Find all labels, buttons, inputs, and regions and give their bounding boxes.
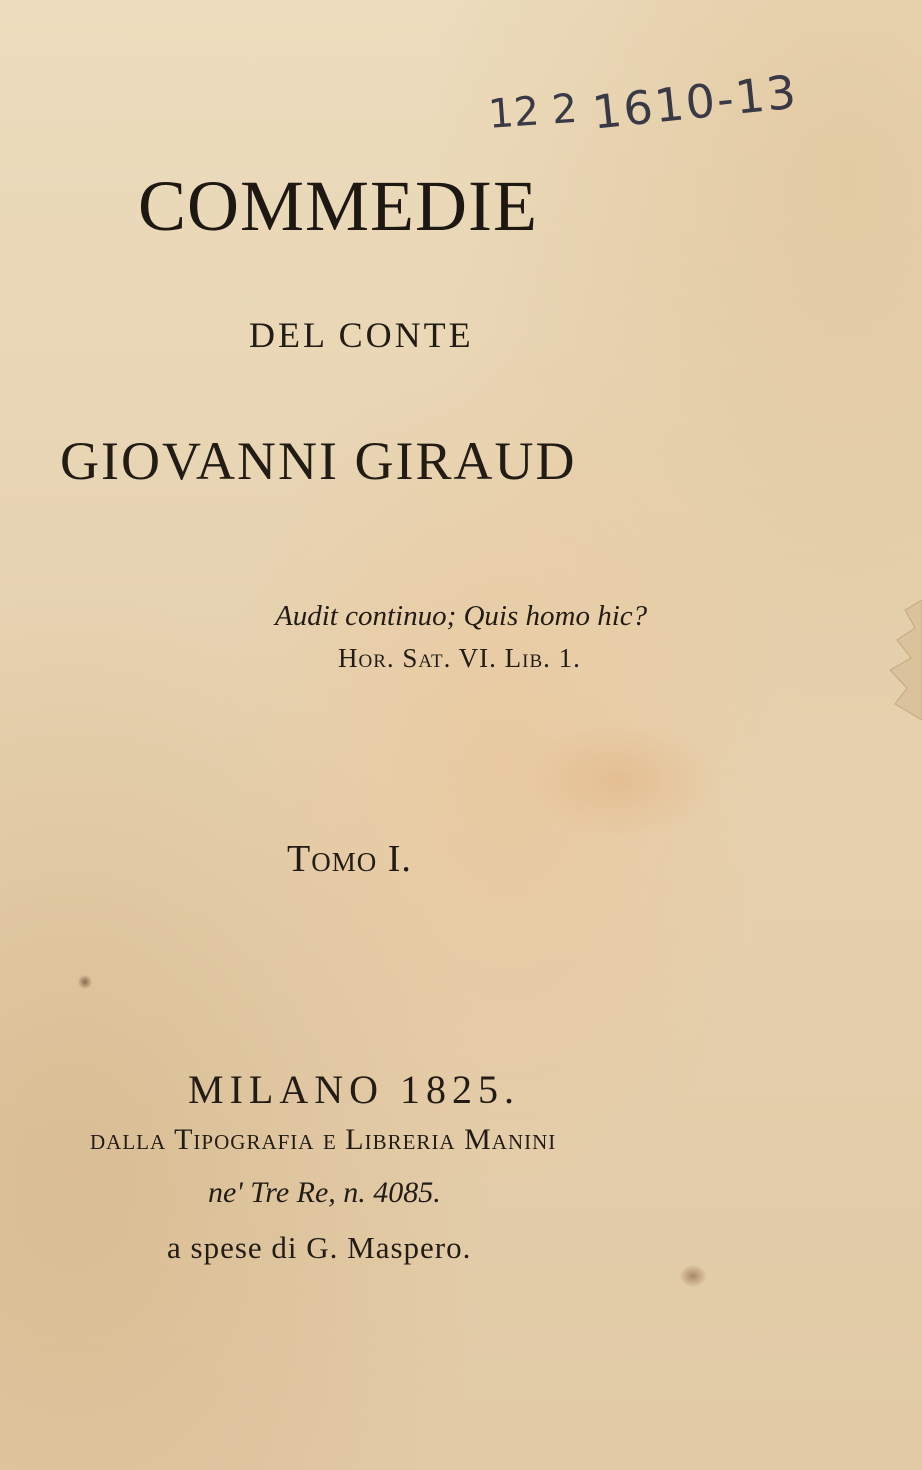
- volume-number: Tomo I.: [287, 838, 412, 880]
- epigraph-quote: Audit continuo; Quis homo hic?: [275, 600, 648, 632]
- handwritten-call-number: 1610-13: [589, 64, 801, 140]
- handwritten-shelfmark: 12 2: [486, 85, 579, 138]
- imprint-printer: dalla Tipografia e Libreria Manini: [90, 1123, 557, 1156]
- author-name: GIOVANNI GIRAUD: [60, 431, 577, 491]
- paper-stain-spot: [78, 975, 92, 989]
- imprint-city-year: MILANO 1825.: [188, 1067, 520, 1112]
- imprint-address: ne' Tre Re, n. 4085.: [208, 1176, 441, 1209]
- paper-stain-spot: [680, 1265, 706, 1287]
- subtitle: DEL CONTE: [249, 315, 474, 355]
- epigraph-source: Hor. Sat. VI. Lib. 1.: [338, 643, 581, 673]
- imprint-expense: a spese di G. Maspero.: [167, 1230, 472, 1265]
- page-title: COMMEDIE: [138, 166, 538, 246]
- paper-stain: [520, 720, 720, 840]
- torn-paper-edge: [835, 600, 922, 720]
